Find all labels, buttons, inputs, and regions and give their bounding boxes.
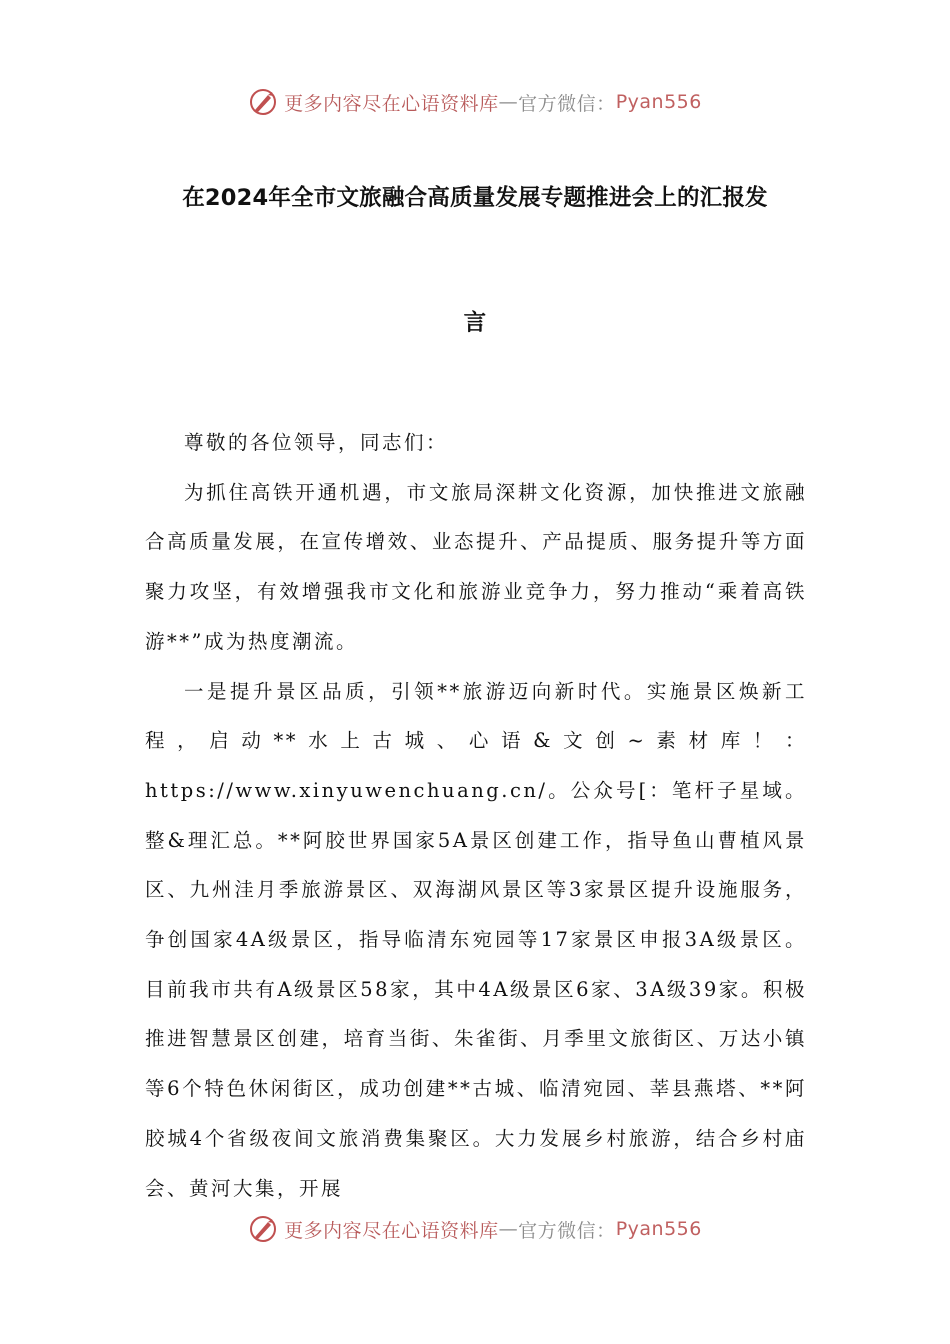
document-title-line2: 言 [463,310,487,336]
watermark-text: 更多内容尽在心语资料库 [284,1219,499,1242]
document-body [145,418,807,1213]
watermark-id: Pyan556 [615,1218,702,1240]
footer-watermark [0,1209,950,1249]
watermark-separator: — [498,91,519,113]
body-paragraph: 一是提升景区品质，引领**旅游迈向新时代。实施景区焕新工程，启动**水上古城、心语&文创~素材库！：https://www.xinyuwenchuang.cn/。公众号[：笔杆子星域。整&理汇总。**阿胶世界国家5A景区创建工作，指导鱼山曹植风景区、九州洼月季旅游景区、双海湖风景区等3家景区提升设施服务，争创国家4A级景区，指导临清东宛园等17家景区申报3A级景区。目前我市共有A级景区58家，其中4A级景区6家、3A级39家。积极推进智慧景区创建，培育当街、朱雀街、月季里文旅街区、万达小镇等6个特色休闲街区，成功创建**古城、临清宛园、莘县燕塔、**阿胶城4个省级夜间文旅消费集聚区。大力发展乡村旅游，结合乡村庙会、黄河大集，开展 [145,679,807,1200]
watermark-label: 官方微信： [518,92,616,115]
watermark-separator: — [498,1218,519,1240]
header-watermark [0,82,950,122]
quill-logo-icon [248,87,278,117]
quill-logo-icon [248,1214,278,1244]
watermark-id: Pyan556 [615,91,702,113]
document-title-line1: 在2024年全市文旅融合高质量发展专题推进会上的汇报发 [182,185,768,211]
watermark-text: 更多内容尽在心语资料库 [284,92,499,115]
watermark-label: 官方微信： [518,1219,616,1242]
body-paragraph: 为抓住高铁开通机遇，市文旅局深耕文化资源，加快推进文旅融合高质量发展，在宣传增效、业态提升、产品提质、服务提升等方面聚力攻坚，有效增强我市文化和旅游业竞争力，努力推动“乘着高铁游**”成为热度潮流。 [145,480,807,653]
salutation-paragraph: 尊敬的各位领导，同志们： [184,431,449,454]
